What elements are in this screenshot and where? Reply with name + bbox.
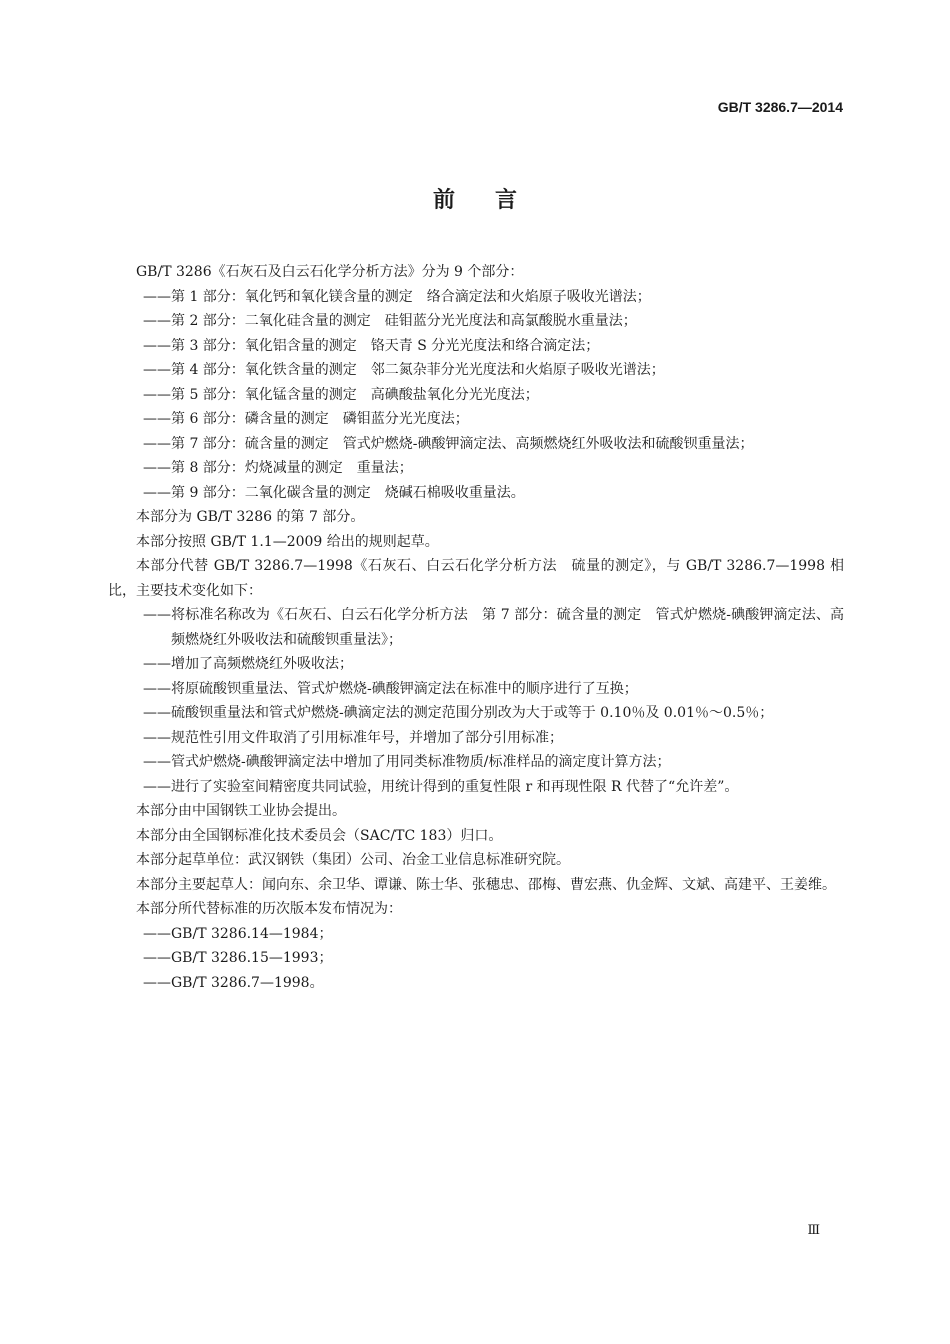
list-item: ——第 4 部分：氧化铁含量的测定 邻二氮杂菲分光光度法和火焰原子吸收光谱法；	[143, 362, 665, 378]
list-item: ——GB/T 3286.14—1984；	[143, 925, 333, 942]
list-item: ——规范性引用文件取消了引用标准年号，并增加了部分引用标准；	[143, 729, 563, 746]
list-item: ——第 8 部分：灼烧减量的测定 重量法；	[143, 460, 413, 476]
list-item: ——第 1 部分：氧化钙和氧化镁含量的测定 络合滴定法和火焰原子吸收光谱法；	[143, 288, 651, 305]
page-number: Ⅲ	[807, 1223, 820, 1238]
list-item: ——第 7 部分：硫含量的测定 管式炉燃烧-碘酸钾滴定法、高频燃烧红外吸收法和硫酸钡重量法；	[143, 435, 754, 452]
paragraph: 本部分由全国钢标准化技术委员会（SAC/TC 183）归口。	[136, 827, 503, 844]
list-item: ——进行了实验室间精密度共同试验，用统计得到的重复性限 r 和再现性限 R 代替了“允许差”。	[143, 778, 739, 795]
paragraph: 本部分为 GB/T 3286 的第 7 部分。	[136, 509, 365, 525]
list-item: ——硫酸钡重量法和管式炉燃烧-碘滴定法的测定范围分别改为大于或等于 0.10％及 0.01％～0.5％；	[143, 705, 774, 721]
paragraph: 本部分主要起草人：闻向东、余卫华、谭谦、陈士华、张穗忠、邵梅、曹宏燕、仇金辉、文斌、高建平、王姜维。	[136, 876, 836, 893]
list-item: ——第 6 部分：磷含量的测定 磷钼蓝分光光度法；	[143, 411, 469, 427]
paragraph: 本部分所代替标准的历次版本发布情况为：	[136, 901, 402, 917]
paragraph: 本部分按照 GB/T 1.1—2009 给出的规则起草。	[136, 533, 439, 550]
list-item: ——GB/T 3286.15—1993；	[143, 950, 333, 966]
list-item: ——第 5 部分：氧化锰含量的测定 高碘酸盐氧化分光光度法；	[143, 386, 539, 403]
list-item: ——第 2 部分：二氧化硅含量的测定 硅钼蓝分光光度法和高氯酸脱水重量法；	[143, 313, 637, 329]
page-title: 前言	[432, 188, 557, 213]
standard-code-header: GB/T 3286.7—2014	[717, 99, 843, 115]
list-item: ——第 3 部分：氧化铝含量的测定 铬天青 S 分光光度法和络合滴定法；	[143, 337, 600, 354]
list-item: ——将标准名称改为《石灰石、白云石化学分析方法 第 7 部分：硫含量的测定 管式炉燃烧-碘酸钾滴定法、高频燃烧红外吸收法和硫酸钡重量法》；	[143, 607, 844, 648]
list-item: ——增加了高频燃烧红外吸收法；	[143, 656, 353, 672]
paragraph: 本部分由中国钢铁工业协会提出。	[136, 803, 346, 819]
paragraph: 本部分起草单位：武汉钢铁（集团）公司、冶金工业信息标准研究院。	[136, 852, 570, 868]
paragraph: 本部分代替 GB/T 3286.7—1998《石灰石、白云石化学分析方法 硫量的测定》，与 GB/T 3286.7—1998 相比，主要技术变化如下：	[108, 558, 844, 599]
list-item: ——管式炉燃烧-碘酸钾滴定法中增加了用同类标准物质/标准样品的滴定度计算方法；	[143, 754, 671, 770]
paragraph: GB/T 3286《石灰石及白云石化学分析方法》分为 9 个部分：	[136, 264, 524, 280]
list-item: ——将原硫酸钡重量法、管式炉燃烧-碘酸钾滴定法在标准中的顺序进行了互换；	[143, 680, 638, 697]
list-item: ——GB/T 3286.7—1998。	[143, 974, 324, 991]
foreword-body	[108, 260, 844, 995]
list-item: ——第 9 部分：二氧化碳含量的测定 烧碱石棉吸收重量法。	[143, 484, 525, 501]
